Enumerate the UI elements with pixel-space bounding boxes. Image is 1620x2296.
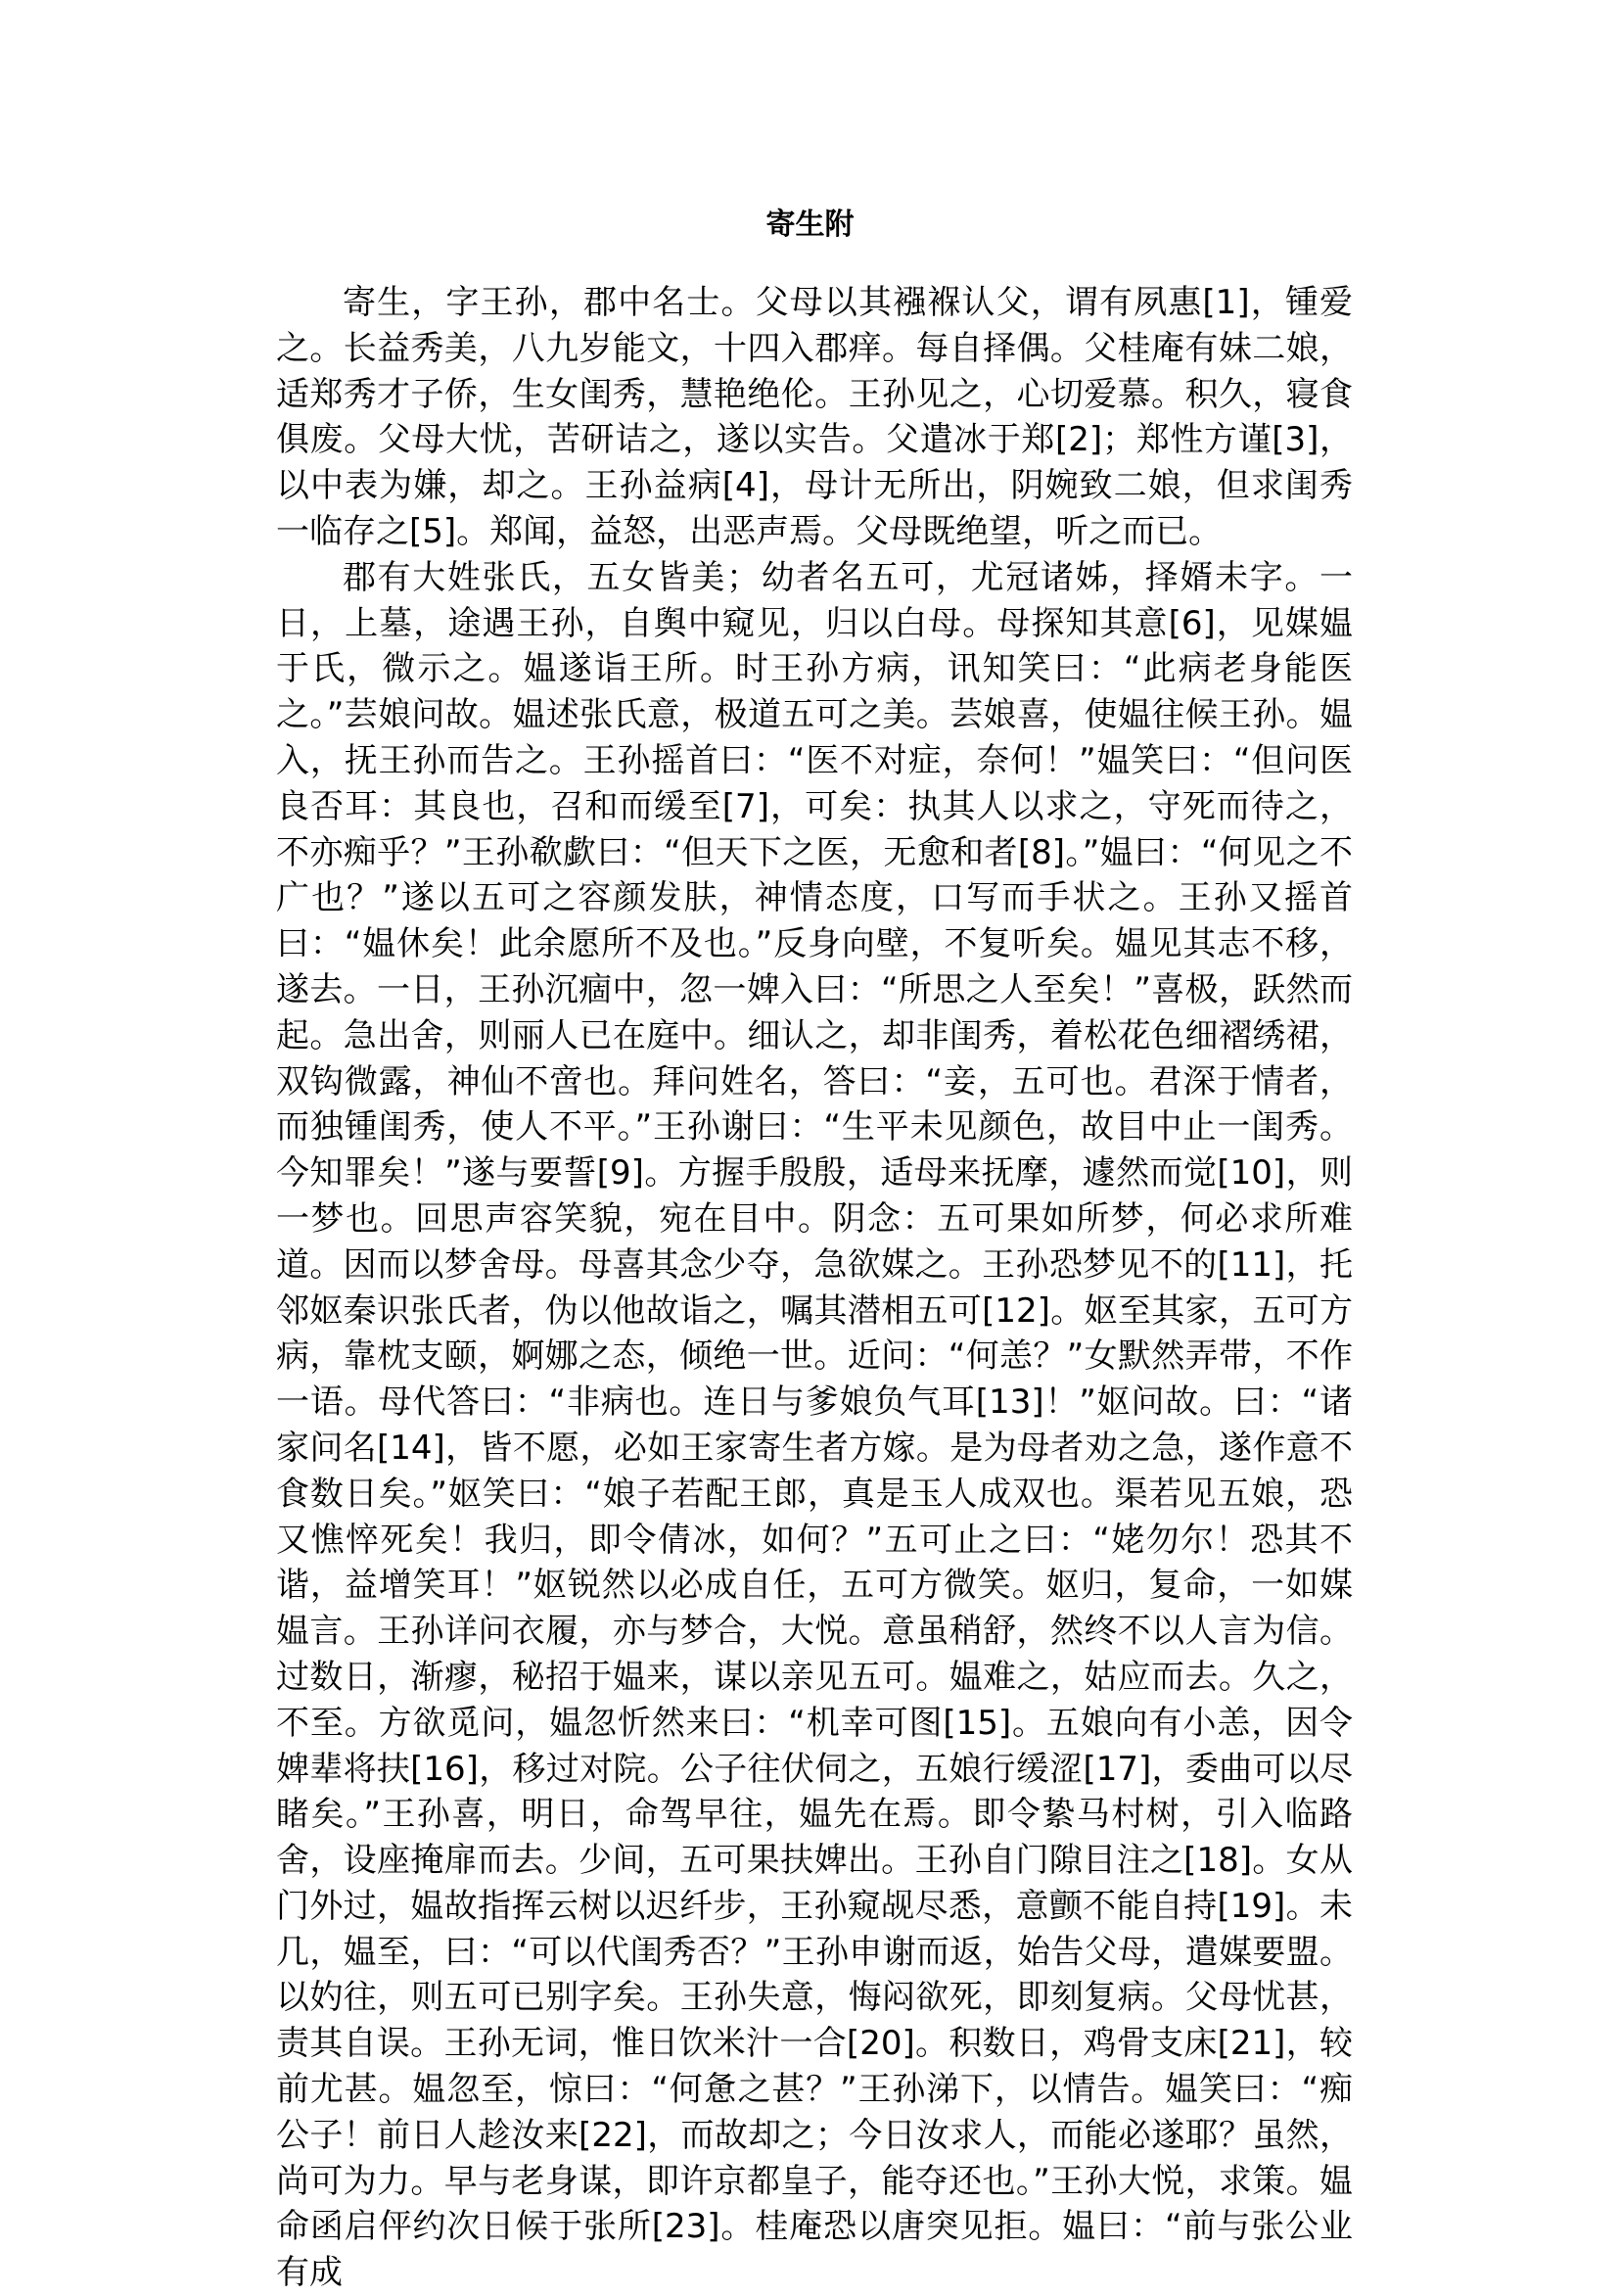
document-title: 寄生附	[765, 208, 855, 242]
paragraph: 寄生，字王孙，郡中名士。父母以其襁褓认父，谓有夙惠[1]，锺爱之。长益秀美，八九岁能文，十四入郡痒。每自择偶。父桂庵有妹二娘，适郑秀才子侨，生女闺秀，慧艳绝伦。王孙见之，心切爱慕。积久，寝食俱废。父母大忧，苦研诘之，遂以实告。父遣冰于郑[2]；郑性方谨[3]，以中表为嫌，却之。王孙益病[4]，母计无所出，阴婉致二娘，但求闺秀一临存之[5]。郑闻，益怒，出恶声焉。父母既绝望，听之而已。	[276, 283, 1353, 551]
document-body	[276, 280, 1353, 2296]
paragraph: 郡有大姓张氏，五女皆美；幼者名五可，尤冠诸姊，择婿未字。一日，上墓，途遇王孙，自舆中窥见，归以白母。母探知其意[6]，见媒媪于氏，微示之。媪遂诣王所。时王孙方病，讯知笑曰：“此病老身能医之。”芸娘问故。媪述张氏意，极道五可之美。芸娘喜，使媪往候王孙。媪入，抚王孙而告之。王孙摇首曰：“医不对症，奈何！”媪笑曰：“但问医良否耳：其良也，召和而缓至[7]，可矣：执其人以求之，守死而待之，不亦痴乎？”王孙欷歔曰：“但天下之医，无愈和者[8]。”媪曰：“何见之不广也？”遂以五可之容颜发肤，神情态度，口写而手状之。王孙又摇首曰：“媪休矣！此余愿所不及也。”反身向壁，不复听矣。媪见其志不移，遂去。一日，王孙沉痼中，忽一婢入曰：“所思之人至矣！”喜极，跃然而起。急出舍，则丽人已在庭中。细认之，却非闺秀，着松花色细褶绣裙，双钩微露，神仙不啻也。拜问姓名，答曰：“妾，五可也。君深于情者，而独锺闺秀，使人不平。”王孙谢曰：“生平未见颜色，故目中止一闺秀。今知罪矣！”遂与要誓[9]。方握手殷殷，适母来抚摩，遽然而觉[10]，则一梦也。回思声容笑貌，宛在目中。阴念：五可果如所梦，何必求所难道。因而以梦舍母。母喜其念少夺，急欲媒之。王孙恐梦见不的[11]，托邻妪秦识张氏者，伪以他故诣之，嘱其潜相五可[12]。妪至其家，五可方病，靠枕支颐，婀娜之态，倾绝一世。近问：“何恙？”女默然弄带，不作一语。母代答曰：“非病也。连日与爹娘负气耳[13]！”妪问故。曰：“诸家问名[14]，皆不愿，必如王家寄生者方嫁。是为母者劝之急，遂作意不食数日矣。”妪笑曰：“娘子若配王郎，真是玉人成双也。渠若见五娘，恐又憔悴死矣！我归，即令倩冰，如何？”五可止之曰：“姥勿尔！恐其不谐，益增笑耳！”妪锐然以必成自任，五可方微笑。妪归，复命，一如媒媪言。王孙详问衣履，亦与梦合，大悦。意虽稍舒，然终不以人言为信。过数日，渐瘳，秘招于媪来，谋以亲见五可。媪难之，姑应而去。久之，不至。方欲觅问，媪忽忻然来曰：“机幸可图[15]。五娘向有小恙，因令婢辈将扶[16]，移过对院。公子往伏伺之，五娘行缓涩[17]，委曲可以尽睹矣。”王孙喜，明日，命驾早往，媪先在焉。即令絷马村树，引入临路舍，设座掩扉而去。少间，五可果扶婢出。王孙自门隙目注之[18]。女从门外过，媪故指挥云树以迟纤步，王孙窥觇尽悉，意颤不能自持[19]。未几，媪至，曰：“可以代闺秀否？”王孙申谢而返，始告父母，遣媒要盟。以妁往，则五可已别字矣。王孙失意，悔闷欲死，即刻复病。父母忧甚，责其自误。王孙无词，惟日饮米汁一合[20]。积数日，鸡骨支床[21]，较前尤甚。媪忽至，惊曰：“何惫之甚？”王孙涕下，以情告。媪笑曰：“痴公子！前日人趁汝来[22]，而故却之；今日汝求人，而能必遂耶？虽然，尚可为力。早与老身谋，即许京都皇子，能夺还也。”王孙大悦，求策。媪命函启伻约次日候于张所[23]。桂庵恐以唐突见拒。媪曰：“前与张公业有成	[276, 557, 1353, 2293]
